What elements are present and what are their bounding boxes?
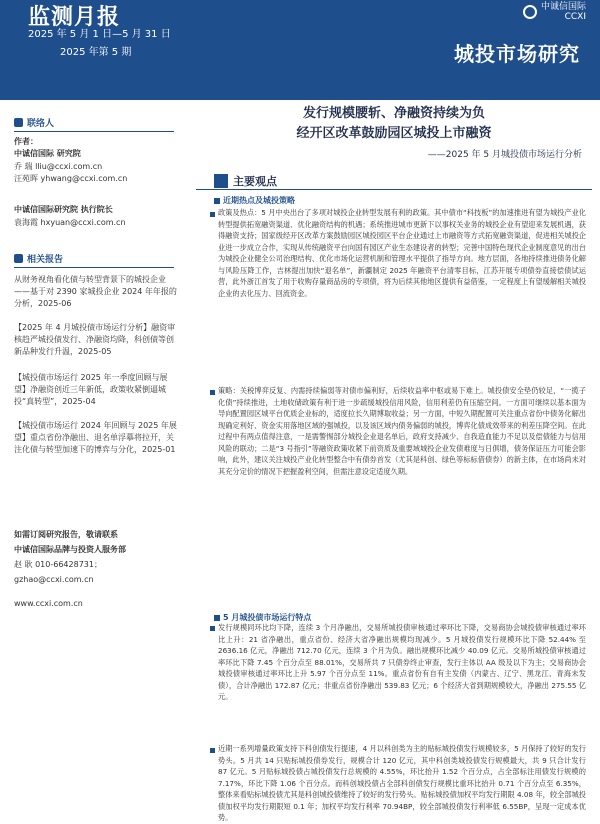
bullet-icon (210, 390, 215, 395)
strategy-paragraph: 策略：关税博弈反复、内需持续偏弱等对债市偏利好，后续收益率中枢或易下难上。城投债安全垫仍较足，“一揽子化债”持续推进，土地收储政策有利于进一步疏缓城投信用风险，信用利差仍有压缩空间。一方面可继续以基本面为导向配置园区城平台优质企业标的，适度拉长久期博取收益；另一方面，中短久期配置可关注重点省份中债务化解出现确定利好、资金实用落地区域的强城投，以及该区域内债务偏弱的城投，博弈化债成效带来的利差压降空间。在此过程中有两点值得注意，一是需警惕部分城投企业退名单后，政府支持减少、自我造血能力不足以及偿债能力与信用风险的联动；二是“3 号指引”等融资政策收紧下前资质及重要域城投企业发债难度与日俱增，债务保证压力可能会影响，此外，建议关注城投产业化转型整合中有债券首发（尤其是科创、绿色等标标借债券）的新主体，在市场尚未对其充分定价的情况下把握盈利空间，但需注意设定适度久期。 (218, 386, 586, 476)
exec-name: 袁海霞 hxyuan@ccxi.com.cn (14, 218, 126, 227)
report-title: 监测月报 (28, 5, 121, 30)
market-subheading: 5 月城投债市场运行特点 (214, 612, 311, 623)
issuance-paragraph: 发行规模同环比均下降，连续 3 个月净融出，交易所城投债审核通过率环比下降，交易商协会城投债审核通过率环比上升：21 省净融出，重点省份、经济大省净融出规模均现减少。5 月城投债发行规模环比下降 52.44% 至 2636.16 亿元，净融出 712.70 亿元，连续 3 个月为负。融出规模环比减少 40.09 亿元。交易所城投债审核通过率环比下降 7.45 个百分点至 88.01%，交易所共 7 只债券终止审查，发行主体以 AA 级及以下为主；交易商协会城投债审核通过率环比上升 5.97 个百分点至 11%。重点省份有自有主发债（内蒙古、辽宁、黑龙江、青海未发债），合计净融出 172.87 亿元；非重点省份净融出 539.83 亿元；6 个经济大省到期规模较大，净融出 275.55 亿元。 (218, 623, 586, 701)
main-content (196, 100, 592, 822)
website-link[interactable]: www.ccxi.com.cn (14, 599, 83, 608)
issue-number: 2025 年第 5 期 (60, 47, 132, 58)
related-icon (14, 254, 23, 263)
author-1: 乔 瑞 lliu@ccxi.com.cn (14, 162, 103, 171)
headline-line-1: 发行规模腰斩、净融资持续为负 (302, 106, 485, 121)
author-label: 作者： (14, 137, 38, 146)
author-2: 汪苑晖 yhwang@ccxi.com.cn (14, 174, 128, 183)
tech-bond-paragraph: 近期一系列增量政策支持下科创债发行提速，4 月以科创类为主的贴标城投债发行规模较多，5 月保持了较好的发行势头。5 月共 14 只贴标城投债券发行，规模合计 120 亿元，其中科创类城投债发行规模最大，共 9 只合计发行 87 亿元。5 月贴标城投债占城投债发行总规模的 4.55%，环比抬升 1.52 个百分点，占全部标注用债发行规模的 7.17%，环比下降 1.06 个百分点。而科创城投债占全部科创债发行规模比重环比抬升 0.71 个百分点至 6.35%，整体来看贴标城投债尤其是科创城投债维持了较好的发行势头。贴标城投债加权平均发行期限 4.08 年，较全部城投债加权平均发行期限短 0.1 年；加权平均发行利率 70.94BP，较全部城投债发行利率低 6.55BP，呈现一定成本优势。 (218, 744, 586, 822)
subtitle: ——2025 年 5 月城投债市场运行分析 (427, 150, 582, 160)
author-org: 中诚信国际 研究院 (14, 149, 81, 158)
subscribe-phone: 赵 耿 010-66428731； (14, 560, 102, 569)
logo-en: CCXI (564, 12, 586, 22)
date-range: 2025 年 5 月 1 日—5 月 31 日 (28, 29, 171, 40)
contact-heading: 联络人 (14, 116, 174, 132)
report-header (0, 0, 600, 100)
logo-cn: 中诚信国际 (540, 2, 586, 12)
hotspot-subheading: 近期热点及城投策略 (214, 195, 295, 206)
sidebar (0, 100, 188, 800)
policy-paragraph: 政策及热点：5 月中央出台了多项对城投企业转型发展有利的政策。其中债市“科技板”的加速推进有望为城投产业化转型提供拓宽融资渠道、优化融资结构的机遇；系统推进城市更新下以事权关业务的城投企业有望迎来发展机遇，获得融资支持；国家级经开区改革方案鼓励园区城投园区平台企业通过上市融资等方式拓宽融资渠道，促进相关城投企业进一步成立合作，实现从传统融资平台向国有园区产业生态建设者的转型；完善中国特色现代企业制度意见的出台为城投企业健全公司治理结构、优化市场化运营机制和管理水平提供了指导方向。地方层面，各地持续推进债务化解与风险压降工作，吉林提出加快“退名单”，新疆制定 2025 年融资平台清零目标，江苏开展专项债券直接偿债试运营，此外浙江首发了用于收购存量商品房的专项债，将为后续其他地区提供有益借鉴，一定程度上有望缓解相关城投企业的去化压力、回流资金。 (218, 208, 586, 298)
section-title: 城投市场研究 (454, 42, 580, 66)
related-report-2[interactable]: 【2025 年 4 月城投债市场运行分析】融资审核趋严城投债发行、净融资均降，科创债等创新品种发行升温，2025-05 (14, 323, 176, 356)
contact-icon (14, 118, 23, 127)
bullet-icon (210, 212, 215, 217)
subscribe-email[interactable]: gzhao@ccxi.com.cn (14, 575, 94, 584)
headline-line-2: 经开区改革鼓励园区城投上市融资 (296, 126, 492, 141)
related-report-3[interactable]: 【城投债市场运行 2025 年一季度回顾与展望】净融资创近三年新低，政策收紧倒逼城投“真转型”，2025-04 (14, 373, 168, 406)
related-report-4[interactable]: 【城投债市场运行 2024 年回顾与 2025 年展望】重点省份净融出、退名单浮摹将拉开，关注化债与转型加速下的博弈与分化，2025-01 (14, 421, 177, 454)
key-points-heading: 主要观点 (214, 173, 277, 189)
logo-mark-icon (523, 5, 537, 19)
ccxi-logo (523, 2, 586, 22)
triangle-bullet-icon (214, 198, 220, 204)
bullet-icon (210, 748, 215, 753)
related-heading: 相关报告 (14, 252, 174, 268)
section-divider (196, 189, 592, 190)
related-report-1[interactable]: 从财务视角看化债与转型背景下的城投企业——基于对 2390 家城投企业 2024 年年报的分析，2025-06 (14, 275, 177, 308)
exec-label: 中诚信国际研究院 执行院长 (14, 205, 113, 214)
bullet-icon (210, 626, 215, 631)
key-points-icon (214, 174, 228, 188)
subscribe-org: 中诚信国际品牌与投资人服务部 (14, 545, 126, 554)
subscribe-label: 如需订阅研究报告，敬请联系 (14, 530, 118, 539)
triangle-bullet-icon (214, 615, 220, 621)
